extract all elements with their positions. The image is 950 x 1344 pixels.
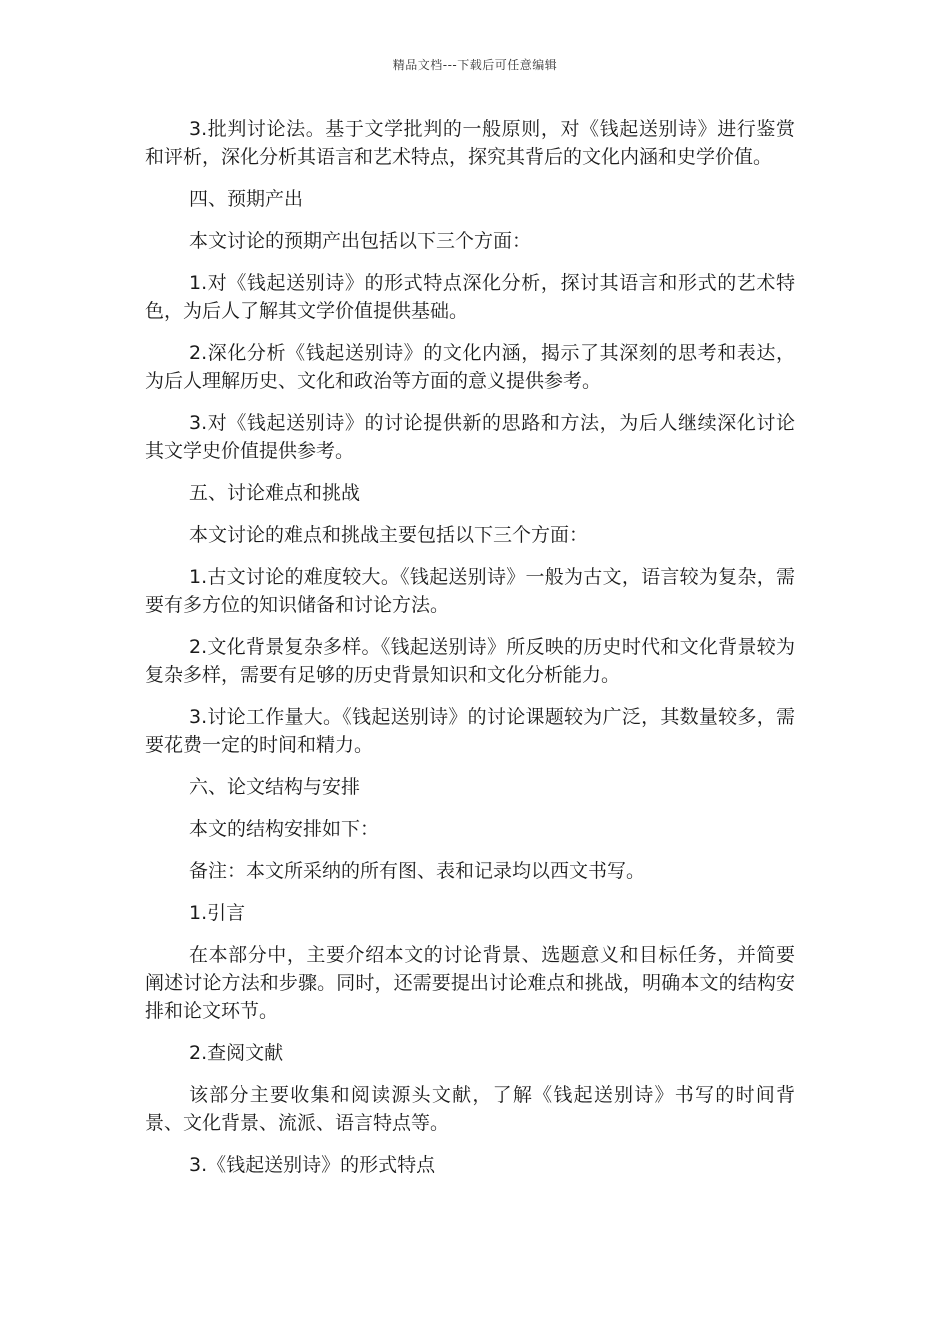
subsection-heading: 2.查阅文献 (189, 1042, 284, 1064)
page-header: 精品文档---下载后可任意编辑 (392, 58, 558, 72)
list-item: 2.文化背景复杂多样。《钱起送别诗》所反映的历史时代和文化背景较为复杂多样，需要有足够的历史背景知识和文化分析能力。 (145, 636, 795, 686)
section-heading: 六、论文结构与安排 (189, 776, 361, 798)
list-item: 3.讨论工作量大。《钱起送别诗》的讨论课题较为广泛，其数量较多，需要花费一定的时间和精力。 (145, 706, 795, 756)
section-heading: 五、讨论难点和挑战 (189, 482, 361, 504)
section-heading: 四、预期产出 (189, 188, 304, 210)
paragraph: 该部分主要收集和阅读源头文献，了解《钱起送别诗》书写的时间背景、文化背景、流派、语言特点等。 (145, 1084, 795, 1134)
note-paragraph: 备注：本文所采纳的所有图、表和记录均以西文书写。 (189, 860, 646, 882)
list-item: 1.对《钱起送别诗》的形式特点深化分析，探讨其语言和形式的艺术特色，为后人了解其文学价值提供基础。 (145, 272, 795, 322)
paragraph: 本文讨论的预期产出包括以下三个方面： (189, 230, 532, 252)
subsection-heading: 3.《钱起送别诗》的形式特点 (189, 1154, 436, 1176)
paragraph: 3.批判讨论法。基于文学批判的一般原则，对《钱起送别诗》进行鉴赏和评析，深化分析其语言和艺术特点，探究其背后的文化内涵和史学价值。 (145, 118, 795, 168)
document-body (145, 115, 795, 1193)
paragraph: 本文的结构安排如下： (189, 818, 380, 840)
paragraph: 在本部分中，主要介绍本文的讨论背景、选题意义和目标任务，并简要阐述讨论方法和步骤。同时，还需要提出讨论难点和挑战，明确本文的结构安排和论文环节。 (145, 944, 795, 1022)
list-item: 2.深化分析《钱起送别诗》的文化内涵，揭示了其深刻的思考和表达，为后人理解历史、文化和政治等方面的意义提供参考。 (145, 342, 795, 392)
subsection-heading: 1.引言 (189, 902, 246, 924)
list-item: 3.对《钱起送别诗》的讨论提供新的思路和方法，为后人继续深化讨论其文学史价值提供参考。 (145, 412, 795, 462)
list-item: 1.古文讨论的难度较大。《钱起送别诗》一般为古文，语言较为复杂，需要有多方位的知识储备和讨论方法。 (145, 566, 795, 616)
paragraph: 本文讨论的难点和挑战主要包括以下三个方面： (189, 524, 589, 546)
